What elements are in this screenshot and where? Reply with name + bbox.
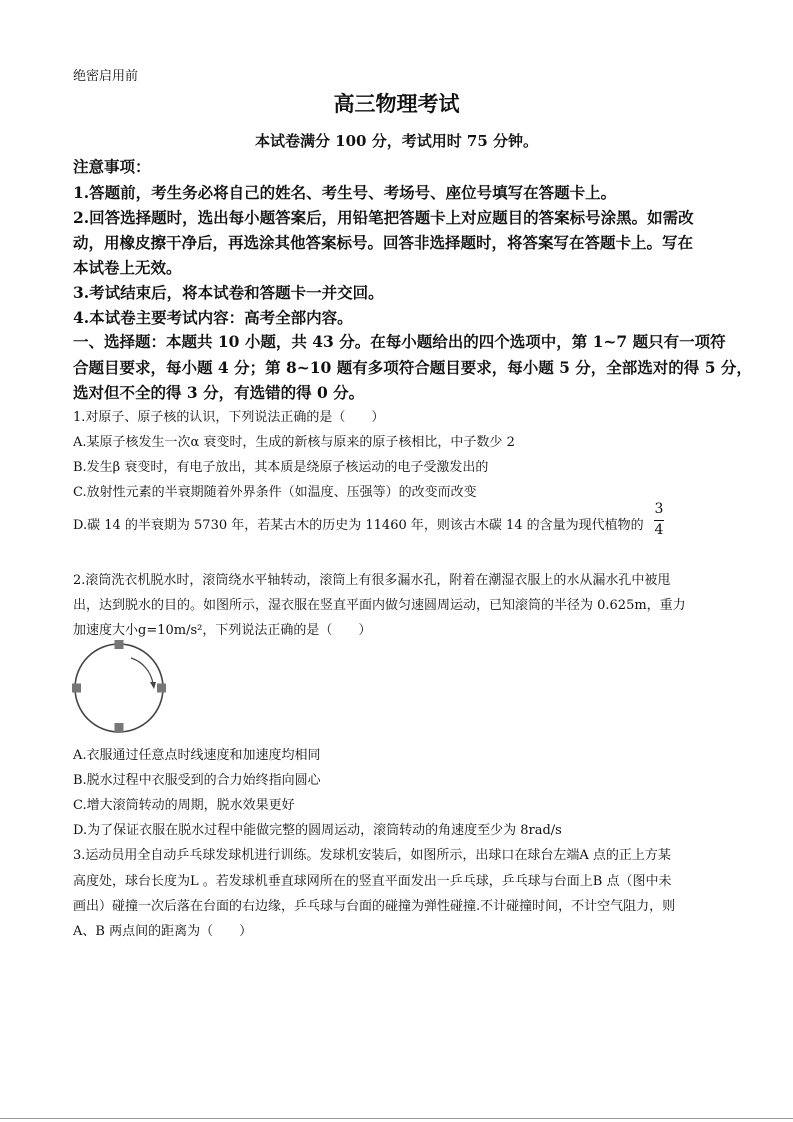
question-2-option-c: C.增大滚筒转动的周期，脱水效果更好 — [73, 798, 295, 813]
question-1-option-d: D.碳 14 的半衰期为 5730 年，若某古木的历史为 11460 年，则该古木碳 14 的含量为现代植物的 — [73, 518, 644, 533]
question-2-option-d: D.为了保证衣服在脱水过程中能做完整的圆周运动，滚筒转动的角速度至少为 8rad/s — [73, 823, 562, 838]
clothes-right — [157, 684, 166, 693]
notes-heading: 注意事项： — [73, 157, 151, 176]
question-1-stem: 1.对原子、原子核的认识，下列说法正确的是（ ） — [73, 410, 385, 425]
note-line: 动，用橡皮擦干净后，再选涂其他答案标号。回答非选择题时，将答案写在答题卡上。写在 — [73, 233, 694, 252]
question-3-stem: 高度处，球台长度为L 。若发球机垂直球网所在的竖直平面发出一乒乓球，乒乓球与台面上B 点（图中未 — [73, 874, 672, 889]
note-line: 4.本试卷主要考试内容：高考全部内容。 — [73, 308, 353, 327]
note-line: 1.答题前，考生务必将自己的姓名、考生号、考场号、座位号填写在答题卡上。 — [73, 183, 617, 202]
clothes-left — [72, 684, 81, 693]
secret-label: 绝密启用前 — [73, 69, 139, 84]
fraction-denominator: 4 — [654, 522, 664, 538]
exam-info: 本试卷满分 100 分，考试用时 75 分钟。 — [254, 132, 539, 150]
question-2-stem: 加速度大小g=10m/s²，下列说法正确的是（ ） — [73, 623, 372, 638]
note-line: 本试卷上无效。 — [73, 258, 182, 277]
question-1-option-a: A.某原子核发生一次α 衰变时，生成的新核与原来的原子核相比，中子数少 2 — [73, 435, 515, 450]
page-title: 高三物理考试 — [333, 91, 460, 116]
page-bottom-rule — [0, 1118, 793, 1119]
question-2-option-b: B.脱水过程中衣服受到的合力始终指向圆心 — [73, 773, 321, 788]
note-line: 3.考试结束后，将本试卷和答题卡一并交回。 — [73, 283, 384, 302]
fraction-bar — [654, 520, 664, 521]
section-instructions: 合题目要求，每小题 4 分；第 8~10 题有多项符合题目要求，每小题 5 分，全部选对的得 5 分， — [73, 358, 752, 377]
section-instructions: 一、选择题：本题共 10 小题，共 43 分。在每小题给出的四个选项中，第 1~7 题只有一项符 — [73, 332, 726, 351]
note-line: 2.回答选择题时，选出每小题答案后，用铅笔把答题卡上对应题目的答案标号涂黑。如需改 — [73, 208, 694, 227]
drum-circle — [75, 644, 163, 732]
question-2-stem: 2.滚筒洗衣机脱水时，滚筒绕水平轴转动，滚筒上有很多漏水孔，附着在潮湿衣服上的水从漏水孔中被甩 — [73, 573, 671, 588]
question-3-stem: 画出）碰撞一次后落在台面的右边缘，乒乓球与台面的碰撞为弹性碰撞.不计碰撞时间，不计空气阻力，则 — [73, 899, 676, 914]
section-instructions: 选对但不全的得 3 分，有选错的得 0 分。 — [73, 383, 365, 402]
clothes-top — [115, 640, 124, 649]
question-2-option-a: A.衣服通过任意点时线速度和加速度均相同 — [73, 748, 321, 763]
question-3-stem: A、B 两点间的距离为（ ） — [73, 924, 253, 939]
rotation-arrow-icon — [150, 682, 156, 689]
question-3-stem: 3.运动员用全自动乒乓球发球机进行训练。发球机安装后，如图所示，出球口在球台左端A 点的正上方某 — [73, 848, 671, 863]
question-2-stem: 出，达到脱水的目的。如图所示，湿衣服在竖直平面内做匀速圆周运动，已知滚筒的半径为 0.625m，重力 — [73, 598, 686, 613]
drum-diagram — [69, 640, 169, 740]
question-1-option-c: C.放射性元素的半衰期随着外界条件（如温度、压强等）的改变而改变 — [73, 485, 477, 500]
rotation-arc — [131, 658, 153, 684]
clothes-bottom — [115, 723, 124, 732]
fraction-numerator: 3 — [654, 501, 664, 517]
question-1-option-b: B.发生β 衰变时，有电子放出，其本质是绕原子核运动的电子受激发出的 — [73, 460, 489, 475]
